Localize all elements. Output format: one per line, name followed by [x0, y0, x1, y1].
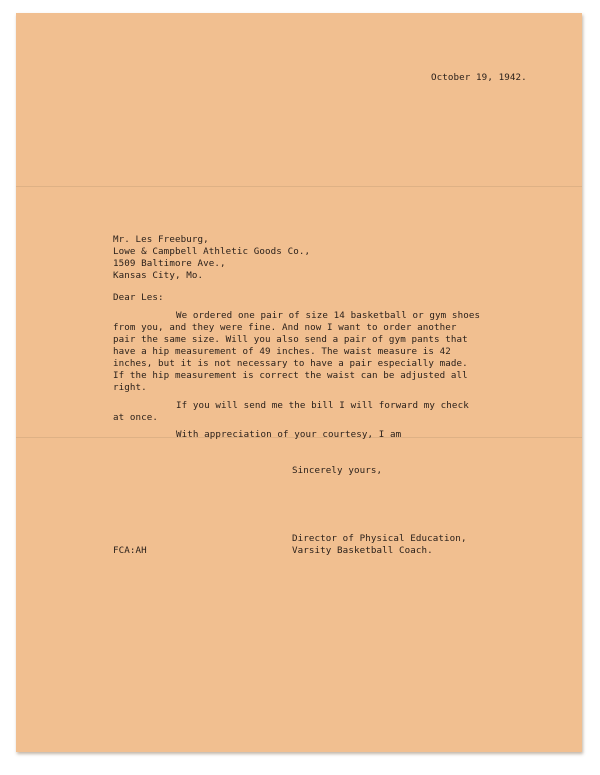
body-line: If the hip measurement is correct the waist can be adjusted all — [113, 370, 468, 381]
body-line: at once. — [113, 412, 159, 423]
letter-page — [16, 13, 582, 752]
body-line: right. — [113, 382, 147, 393]
body-line: from you, and they were fine. And now I want to order another — [113, 322, 457, 333]
signature-title-line: Varsity Basketball Coach. — [292, 545, 433, 556]
body-line: have a hip measurement of 49 inches. The waist measure is 42 — [113, 346, 451, 357]
complimentary-close: Sincerely yours, — [292, 465, 383, 476]
body-line: inches, but it is not necessary to have a pair especially made. — [113, 358, 468, 369]
salutation: Dear Les: — [113, 292, 164, 303]
fold-line — [16, 186, 582, 187]
body-paragraph-3: With appreciation of your courtesy, I am — [176, 429, 402, 440]
body-line: pair the same size. Will you also send a pair of gym pants that — [113, 334, 468, 345]
address-line: 1509 Baltimore Ave., — [113, 258, 226, 269]
reference-initials: FCA:AH — [113, 545, 147, 556]
body-line: If you will send me the bill I will forward my check — [176, 400, 469, 411]
address-line: Lowe & Campbell Athletic Goods Co., — [113, 246, 311, 257]
body-line: We ordered one pair of size 14 basketball or gym shoes — [176, 310, 481, 321]
letter-date: October 19, 1942. — [431, 72, 527, 83]
address-line: Mr. Les Freeburg, — [113, 234, 209, 245]
signature-title-line: Director of Physical Education, — [292, 533, 467, 544]
address-line: Kansas City, Mo. — [113, 270, 204, 281]
